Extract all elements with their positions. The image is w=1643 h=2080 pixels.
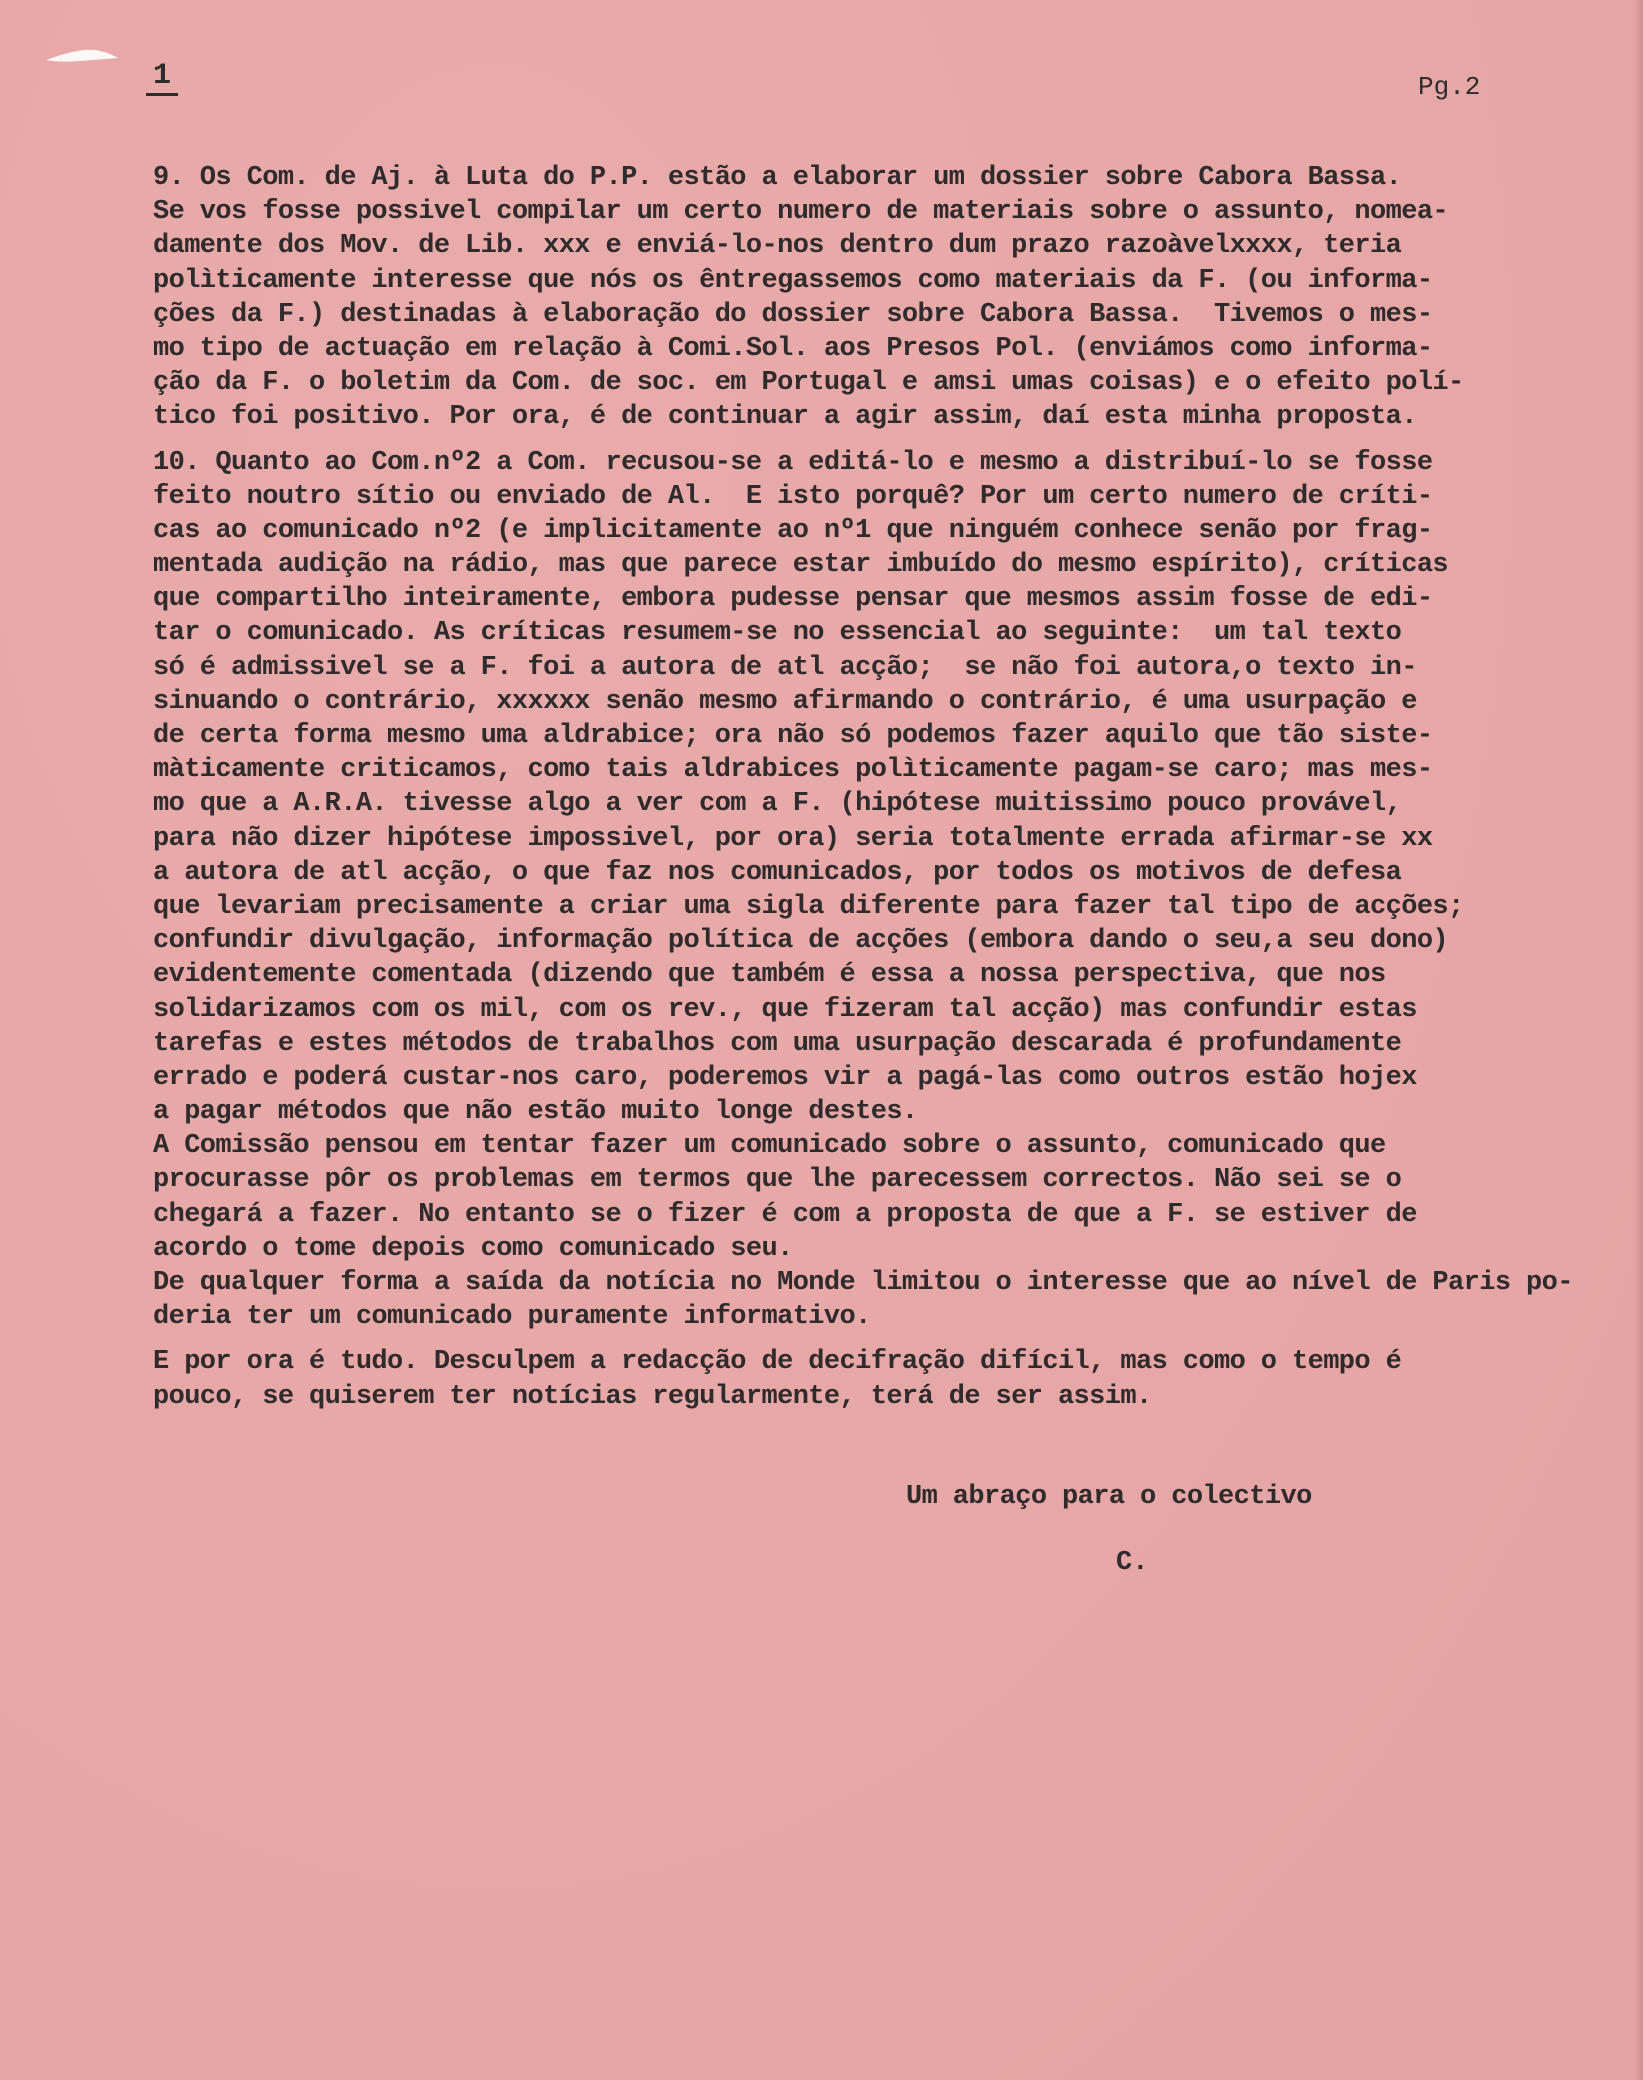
closing-greeting: Um abraço para o colectivo bbox=[906, 1482, 1312, 1512]
text-line: tico foi positivo. Por ora, é de continuar a agir assim, daí esta minha proposta. bbox=[153, 402, 1417, 433]
text-line: damente dos Mov. de Lib. xxx e enviá-lo-nos dentro dum prazo razoàvelxxxx, teria bbox=[153, 231, 1402, 262]
text-line: E por ora é tudo. Desculpem a redacção de decifração difícil, mas como o tempo é bbox=[153, 1347, 1402, 1378]
page-number: 1 bbox=[146, 60, 178, 96]
text-line: acordo o tome depois como comunicado seu. bbox=[153, 1233, 793, 1264]
text-line: que compartilho inteiramente, embora pudesse pensar que mesmos assim fosse de edi- bbox=[153, 584, 1433, 615]
text-line: ção da F. o boletim da Com. de soc. em Portugal e amsi umas coisas) e o efeito polí- bbox=[153, 368, 1464, 399]
text-line: A Comissão pensou em tentar fazer um comunicado sobre o assunto, comunicado que bbox=[153, 1131, 1386, 1162]
text-line: solidarizamos com os mil, com os rev., que fizeram tal acção) mas confundir estas bbox=[153, 994, 1417, 1025]
paragraph-gap bbox=[153, 435, 1603, 446]
text-line: mo que a A.R.A. tivesse algo a ver com a F. (hipótese muitissimo pouco provável, bbox=[153, 789, 1402, 820]
text-line: tar o comunicado. As críticas resumem-se no essencial ao seguinte: um tal texto bbox=[153, 618, 1402, 649]
text-line: procurasse pôr os problemas em termos que lhe parecessem correctos. Não sei se o bbox=[153, 1165, 1402, 1196]
paragraph-10 bbox=[153, 446, 1603, 1335]
text-line: a pagar métodos que não estão muito longe destes. bbox=[153, 1097, 918, 1128]
text-line: evidentemente comentada (dizendo que também é essa a nossa perspectiva, que nos bbox=[153, 960, 1386, 991]
text-line: deria ter um comunicado puramente informativo. bbox=[153, 1302, 871, 1333]
text-line: feito noutro sítio ou enviado de Al. E isto porquê? Por um certo numero de críti- bbox=[153, 481, 1433, 512]
page-label: Pg.2 bbox=[1418, 72, 1481, 102]
text-line: 10. Quanto ao Com.nº2 a Com. recusou-se a editá-lo e mesmo a distribuí-lo se fosse bbox=[153, 447, 1433, 478]
text-line: mo tipo de actuação em relação à Comi.Sol. aos Presos Pol. (enviámos como informa- bbox=[153, 333, 1433, 364]
letter-body bbox=[153, 161, 1603, 1414]
text-line: de certa forma mesmo uma aldrabice; ora não só podemos fazer aquilo que tão siste- bbox=[153, 721, 1433, 751]
text-line: ções da F.) destinadas à elaboração do dossier sobre Cabora Bassa. Tivemos o mes- bbox=[153, 299, 1433, 330]
text-line: polìticamente interesse que nós os êntregassemos como materiais da F. (ou informa- bbox=[153, 265, 1433, 296]
text-line: confundir divulgação, informação política de acções (embora dando o seu,a seu dono) bbox=[153, 926, 1449, 957]
text-line: cas ao comunicado nº2 (e implicitamente ao nº1 que ninguém conhece senão por frag- bbox=[153, 515, 1433, 546]
text-line: só é admissivel se a F. foi a autora de atl acção; se não foi autora,o texto in- bbox=[153, 652, 1417, 683]
closing-paragraph bbox=[153, 1345, 1603, 1413]
signature: C. bbox=[1116, 1548, 1149, 1578]
text-line: sinuando o contrário, xxxxxx senão mesmo afirmando o contrário, é uma usurpação e bbox=[153, 686, 1417, 717]
text-line: pouco, se quiserem ter notícias regularmente, terá de ser assim. bbox=[153, 1381, 1152, 1412]
text-line: chegará a fazer. No entanto se o fizer é com a proposta de que a F. se estiver de bbox=[153, 1199, 1417, 1230]
paper-tear-mark bbox=[44, 46, 120, 66]
paper-edge-shadow bbox=[1633, 0, 1643, 2080]
text-line: màticamente criticamos, como tais aldrabices polìticamente pagam-se caro; mas mes- bbox=[153, 755, 1433, 786]
paragraph-gap bbox=[153, 1334, 1603, 1345]
text-line: que levariam precisamente a criar uma sigla diferente para fazer tal tipo de acções; bbox=[153, 891, 1464, 922]
text-line: a autora de atl acção, o que faz nos comunicados, por todos os motivos de defesa bbox=[153, 857, 1402, 888]
text-line: para não dizer hipótese impossivel, por ora) seria totalmente errada afirmar-se xx bbox=[153, 823, 1433, 854]
text-line: mentada audição na rádio, mas que parece estar imbuído do mesmo espírito), críticas bbox=[153, 550, 1449, 581]
text-line: errado e poderá custar-nos caro, poderemos vir a pagá-las como outros estão hojex bbox=[153, 1062, 1417, 1093]
text-line: De qualquer forma a saída da notícia no Monde limitou o interesse que ao nível de Paris po- bbox=[153, 1268, 1573, 1298]
text-line: tarefas e estes métodos de trabalhos com uma usurpação descarada é profundamente bbox=[153, 1028, 1402, 1059]
text-line: 9. Os Com. de Aj. à Luta do P.P. estão a elaborar um dossier sobre Cabora Bassa. bbox=[153, 163, 1402, 193]
paragraph-9 bbox=[153, 161, 1603, 435]
text-line: Se vos fosse possivel compilar um certo numero de materiais sobre o assunto, nomea- bbox=[153, 197, 1449, 228]
